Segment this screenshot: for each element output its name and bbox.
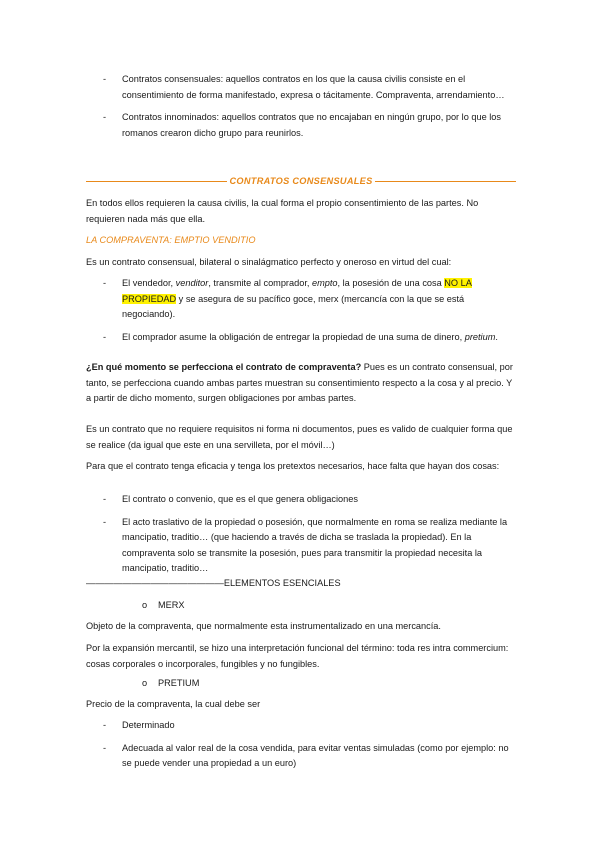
list-item-text: El comprador asume la obligación de entregar la propiedad de una suma de dinero, pretium. bbox=[122, 331, 498, 342]
list-item-text: Adecuada al valor real de la cosa vendida, para evitar ventas simuladas (como por ejemplo: no se puede vender una propiedad a un euro) bbox=[122, 742, 509, 768]
list-dash: - bbox=[103, 720, 107, 730]
list-item bbox=[86, 718, 516, 734]
eficacia-text: Para que el contrato tenga eficacia y tenga los pretextos necesarios, hace falta que hayan dos cosas: bbox=[86, 461, 500, 471]
intro-text: En todos ellos requieren la causa civilis, la cual forma el propio consentimiento de las partes. No requieren nada más que ella. bbox=[86, 198, 479, 224]
heading-rule-left bbox=[86, 181, 227, 182]
merx-item bbox=[86, 598, 516, 614]
section-heading bbox=[86, 174, 516, 190]
merx-label: MERX bbox=[158, 600, 185, 610]
compraventa-list bbox=[86, 276, 516, 345]
compraventa-title: LA COMPRAVENTA: EMPTIO VENDITIO bbox=[86, 235, 256, 245]
compraventa-definition bbox=[86, 255, 516, 271]
list-item bbox=[86, 741, 516, 772]
list-dash: - bbox=[103, 742, 107, 753]
list-dash: - bbox=[103, 516, 107, 527]
list-item bbox=[86, 330, 516, 346]
list-item-text: El contrato o convenio, que es el que genera obligaciones bbox=[122, 494, 358, 504]
list-item-text: El vendedor, venditor, transmite al comprador, empto, la posesión de una cosa NO LA PROPIEDAD y se asegura de su pacífico goce, merx (mercancía con la que se está negociando). bbox=[122, 278, 472, 319]
pretium-label: PRETIUM bbox=[158, 678, 200, 688]
precio-list bbox=[86, 718, 516, 772]
list-dash: - bbox=[103, 331, 107, 342]
list-item-text: Contratos consensuales: aquellos contratos en los que la causa civilis consiste en el consentimiento de forma manifestado, expresa o tácitamente. Compraventa, arrendamiento… bbox=[122, 74, 505, 100]
elementos-heading-text: ———————————————ELEMENTOS ESENCIALES bbox=[86, 578, 341, 588]
intro-paragraph bbox=[86, 196, 516, 227]
momento-text: ¿En qué momento se perfecciona el contrato de compraventa? Pues es un contrato consensual, por tanto, se perfecciona cuando ambas partes muestran su consentimiento respecto a la cosa y al precio. Y a partir de dicho momento, surgen obligaciones por ambas partes. bbox=[86, 362, 513, 403]
list-item bbox=[86, 492, 516, 508]
merx-def-text: Objeto de la compraventa, que normalmente esta instrumentalizado en una mercancía. bbox=[86, 621, 441, 631]
list-item bbox=[86, 110, 516, 141]
list-item-text: Contratos innominados: aquellos contratos que no encajaban en ningún grupo, por lo que los romanos crearon dicho grupo para reunirlos. bbox=[122, 112, 501, 138]
compraventa-def-text: Es un contrato consensual, bilateral o sinalágmatico perfecto y oneroso en virtud del cual: bbox=[86, 257, 452, 267]
sub-bullet: o bbox=[142, 600, 148, 610]
list-dash: - bbox=[103, 74, 107, 84]
list-dash: - bbox=[103, 112, 107, 122]
list-item bbox=[86, 72, 516, 103]
list-item bbox=[86, 515, 516, 577]
list-dash: - bbox=[103, 494, 107, 504]
merx-definition bbox=[86, 619, 516, 635]
pretium-def-text: Precio de la compraventa, la cual debe ser bbox=[86, 699, 261, 709]
dos-cosas-list bbox=[86, 492, 516, 577]
expansion-text: Por la expansión mercantil, se hizo una interpretación funcional del término: toda res intra commercium: cosas corporales o incorporales, fungibles y no fungibles. bbox=[86, 643, 509, 669]
heading-rule-right bbox=[375, 181, 516, 182]
sub-bullet: o bbox=[142, 678, 148, 688]
top-list bbox=[86, 72, 516, 141]
no-requisitos-paragraph bbox=[86, 422, 516, 453]
elementos-heading bbox=[86, 576, 516, 592]
section-title: CONTRATOS CONSENSUALES bbox=[229, 176, 373, 186]
momento-question: ¿En qué momento se perfecciona el contrato de compraventa? bbox=[86, 362, 362, 372]
no-requisitos-text: Es un contrato que no requiere requisitos ni forma ni documentos, pues es valido de cualquier forma que se realice (da igual que este en una servilleta, por el móvil…) bbox=[86, 424, 513, 450]
compraventa-heading bbox=[86, 233, 516, 249]
pretium-item bbox=[86, 676, 516, 692]
momento-paragraph bbox=[86, 360, 516, 407]
list-item-text: El acto traslativo de la propiedad o posesión, que normalmente en roma se realiza mediante la mancipatio, traditio… (que haciendo a través de dicha se traslada la propiedad). En la compraventa solo se transmite la posesión, pues para transmitir la propiedad necesita la mancipatio, traditio… bbox=[122, 516, 508, 573]
eficacia-paragraph bbox=[86, 459, 516, 475]
pretium-definition bbox=[86, 697, 516, 713]
list-item bbox=[86, 276, 516, 323]
expansion-paragraph bbox=[86, 641, 516, 672]
highlighted-text: NO LA PROPIEDAD bbox=[122, 278, 472, 304]
list-item-text: Determinado bbox=[122, 720, 175, 730]
list-dash: - bbox=[103, 278, 107, 288]
